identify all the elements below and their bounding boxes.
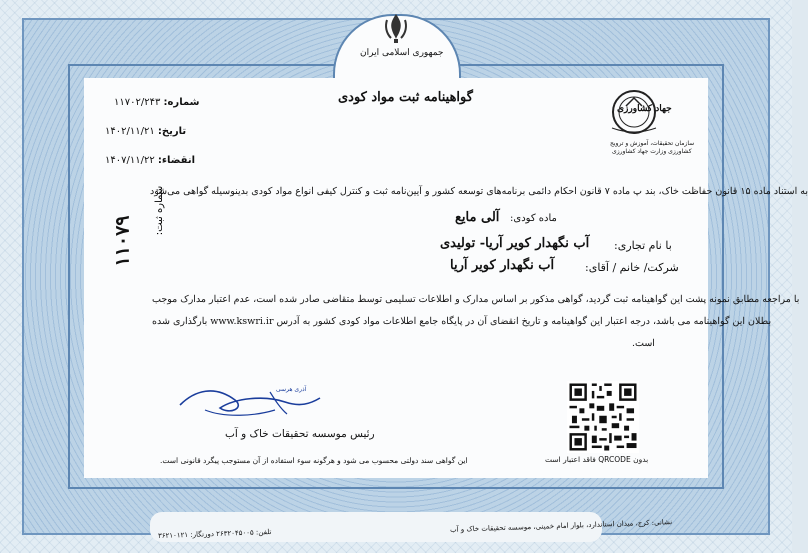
serial-number: ۱۱۰۷۹ — [111, 215, 134, 267]
logo-brand: جهاد کشاورزی — [617, 104, 672, 114]
certificate-number — [114, 97, 199, 108]
footer-address: نشانی: کرج، میدان استاندارد، بلوار امام خمینی، موسسه تحقیقات خاک و آب — [449, 518, 673, 534]
brand-value: آب نگهدار کویر آریا- تولیدی — [440, 236, 590, 251]
paragraph-line-2: بطلان این گواهینامه می باشد، درجه اعتبار این گواهینامه و تاریخ انقضای آن در پایگاه جامع اطلاعات مواد کودی کشور به آدرس www.kswri.ir بارگذاری شده — [152, 316, 772, 327]
serial-label: شماره ثبت: — [154, 185, 166, 236]
phone-value: ۲۶۳۲۰۴۵۰۰۵ — [215, 528, 254, 538]
paragraph-line-3: است. — [632, 338, 655, 349]
company-value: آب نگهدار کویر آریا — [450, 258, 555, 273]
expiry-label: انقضاء: — [157, 155, 196, 166]
signature-name: آذری هرسی — [276, 386, 307, 393]
signer-title: رئیس موسسه تحقیقات خاک و آب — [225, 428, 375, 440]
certificate-title: گواهینامه ثبت مواد کودی — [338, 90, 473, 105]
fertilizer-value: آلی مایع — [455, 210, 500, 225]
intro-paragraph: به استناد ماده ۱۵ قانون حفاظت خاک، بند پ ماده ۷ قانون احکام دائمی برنامه‌های توسعه کشور و آیین‌نامه ثبت و کنترل کیفی انواع مواد کودی بدینوسیله گواهی می‌شود — [150, 186, 808, 197]
iran-emblem-icon — [383, 12, 409, 44]
fax-label: دورنگار: — [190, 530, 215, 539]
legal-note: این گواهی سند دولتی محسوب می شود و هرگونه سوء استفاده از آن مستوجب پیگرد قانونی است. — [160, 456, 468, 465]
logo-caption-1: سازمان تحقیقات، آموزش و ترویج — [610, 140, 695, 147]
number-label: شماره: — [163, 97, 200, 108]
brand-label: با نام تجاری: — [614, 239, 672, 252]
expiry-value: ۱۴۰۷/۱۱/۲۲ — [105, 155, 155, 166]
qr-caption: بدون QRCODE فاقد اعتبار است — [545, 455, 649, 464]
date-value: ۱۴۰۲/۱۱/۲۱ — [105, 126, 155, 137]
expiry-date — [105, 155, 195, 166]
date-label: تاریخ: — [157, 126, 187, 137]
qr-code-icon — [567, 381, 639, 453]
fertilizer-label: ماده کودی: — [510, 213, 557, 224]
logo-caption-2: کشاورزی وزارت جهاد کشاورزی — [612, 148, 692, 155]
issue-date — [105, 126, 186, 137]
emblem-caption: جمهوری اسلامی ایران — [360, 48, 444, 58]
paragraph-line-1: با مراجعه مطابق نمونه پشت این گواهینامه ثبت گردید، گواهی مذکور بر اساس مدارک و اطلاعات تسلیمی توسط متقاضی صادر شده است، عدم اعتبار مدارک موجب — [152, 294, 800, 305]
number-value: ۱۱۷۰۲/۲۴۳ — [114, 97, 161, 108]
fax-value: ۳۶۲۱۰۱۲۱ — [157, 530, 189, 540]
phone-label: تلفن: — [255, 528, 272, 537]
company-label: شرکت/ خانم / آقای: — [585, 261, 679, 274]
